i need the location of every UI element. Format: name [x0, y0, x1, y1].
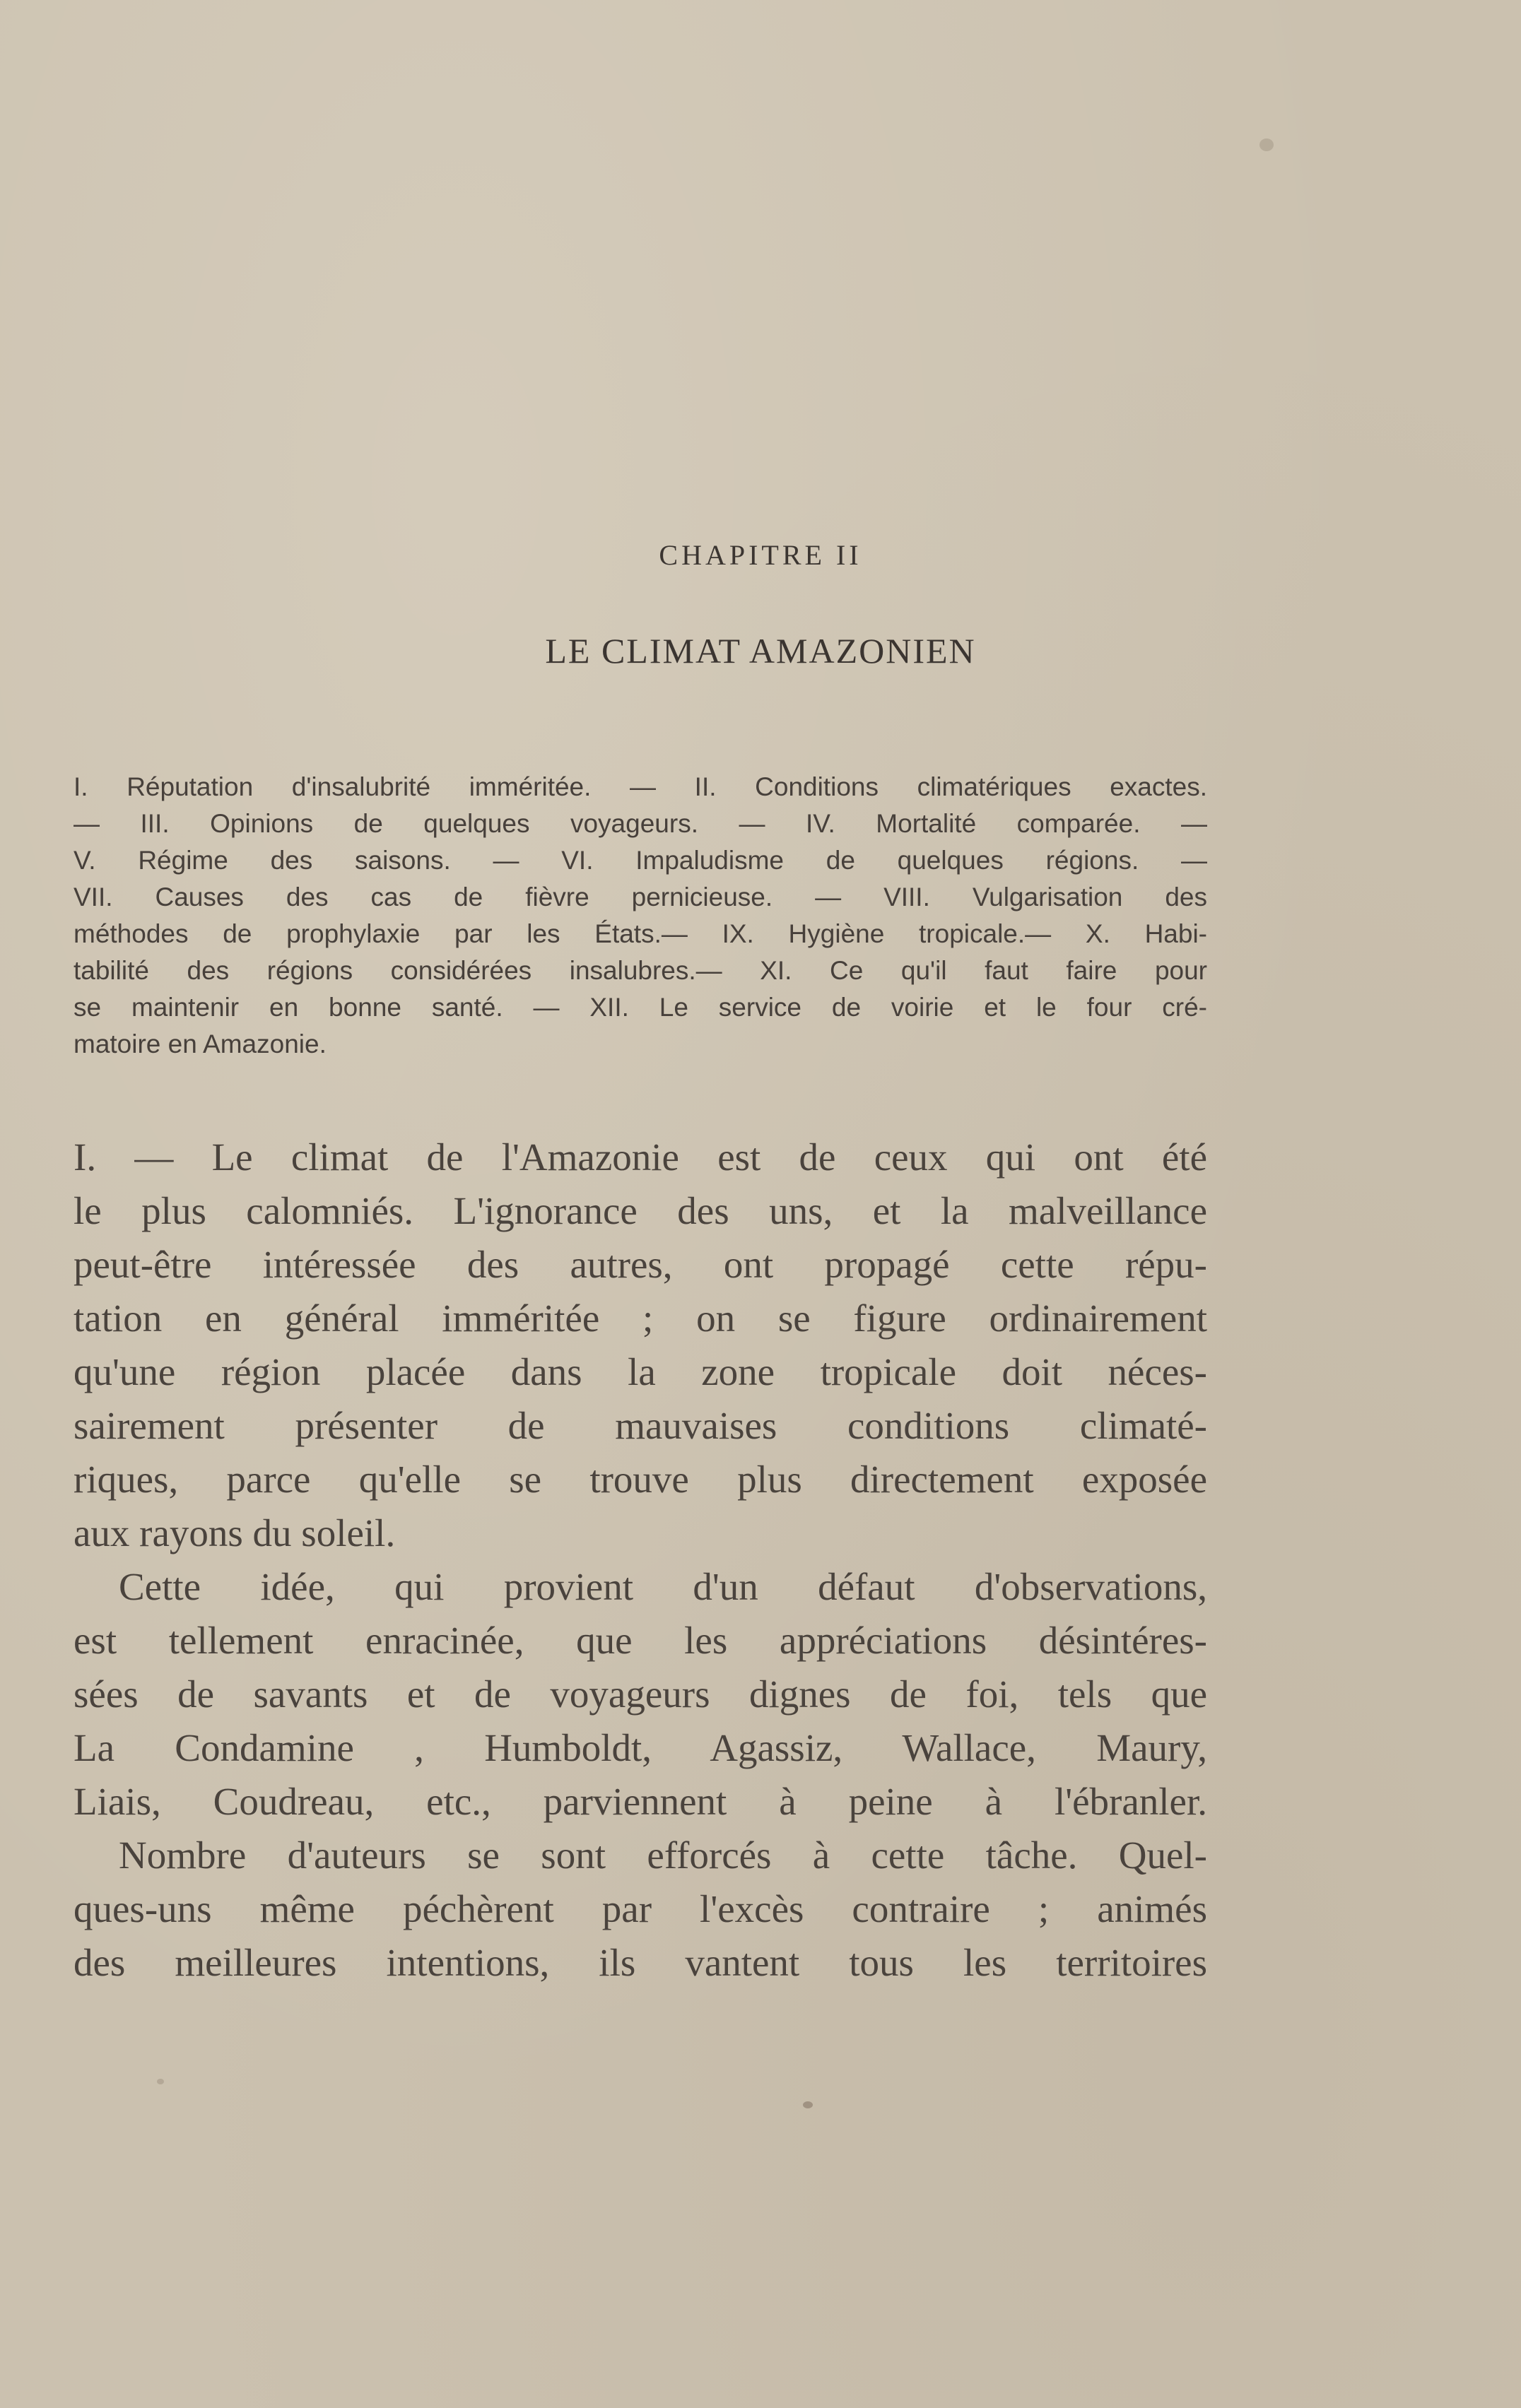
body-line: Cette idée, qui provient d'un défaut d'observations,: [119, 1565, 1207, 1608]
body-line: le plus calomniés. L'ignorance des uns, et la malveillance: [74, 1189, 1207, 1232]
body-line: ques-uns même péchèrent par l'excès contraire ; animés: [74, 1887, 1207, 1930]
paper-spot: [157, 2079, 164, 2084]
summary-line: se maintenir en bonne santé. — XII. Le service de voirie et le four cré-: [74, 993, 1207, 1022]
body-line: Nombre d'auteurs se sont efforcés à cette tâche. Quel-: [119, 1834, 1207, 1877]
body-line: Liais, Coudreau, etc., parviennent à peine à l'ébranler.: [74, 1780, 1207, 1823]
body-text: [74, 1131, 1207, 1990]
summary-line: — III. Opinions de quelques voyageurs. — IV. Mortalité comparée. —: [74, 809, 1207, 838]
body-line: aux rayons du soleil.: [74, 1511, 396, 1554]
body-line: I. — Le climat de l'Amazonie est de ceux qui ont été: [74, 1135, 1207, 1179]
paper-spot: [803, 2101, 813, 2108]
body-line: qu'une région placée dans la zone tropicale doit néces-: [74, 1350, 1207, 1393]
body-line: sées de savants et de voyageurs dignes de foi, tels que: [74, 1672, 1207, 1716]
summary-line: méthodes de prophylaxie par les États.— IX. Hygiène tropicale.— X. Habi-: [74, 919, 1207, 948]
chapter-summary: [74, 769, 1207, 1063]
body-line: des meilleures intentions, ils vantent tous les territoires: [74, 1941, 1207, 1984]
body-line: peut-être intéressée des autres, ont propagé cette répu-: [74, 1243, 1207, 1286]
chapter-title: LE CLIMAT AMAZONIEN: [545, 631, 976, 671]
body-line: sairement présenter de mauvaises conditions climaté-: [74, 1404, 1207, 1447]
paper-spot: [1259, 138, 1274, 151]
body-line: tation en général imméritée ; on se figure ordinairement: [74, 1297, 1207, 1340]
summary-line: tabilité des régions considérées insalubres.— XI. Ce qu'il faut faire pour: [74, 956, 1207, 985]
chapter-number: CHAPITRE II: [659, 539, 862, 571]
summary-line: VII. Causes des cas de fièvre pernicieuse. — VIII. Vulgarisation des: [74, 883, 1207, 911]
body-line: riques, parce qu'elle se trouve plus directement exposée: [74, 1458, 1207, 1501]
summary-line: I. Réputation d'insalubrité imméritée. — II. Conditions climatériques exactes.: [74, 772, 1207, 801]
body-line: est tellement enracinée, que les appréciations désintéres-: [74, 1619, 1207, 1662]
summary-line: matoire en Amazonie.: [74, 1029, 327, 1058]
body-line: La Condamine , Humboldt, Agassiz, Wallace, Maury,: [74, 1726, 1207, 1769]
summary-line: V. Régime des saisons. — VI. Impaludisme de quelques régions. —: [74, 846, 1207, 875]
